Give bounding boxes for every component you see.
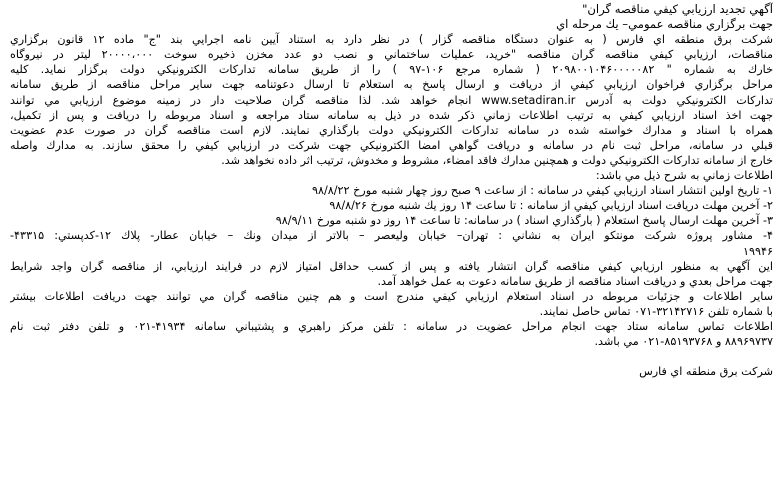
closing-line: ۸۸۹۶۹۷۳۷ و ۸۵۱۹۳۷۶۸-۰۲۱ مي باشد. [594,335,773,349]
notice-subheading: جهت برگزاري مناقصه عمومي– يك مرحله اي [556,17,773,32]
notice-heading: آگهي تجديد ارزيابي کيفي مناقصه گران" [582,2,773,16]
body-line: خارج از سامانه تداركات الكترونيكي دولت و همچنين مدارك فاقد امضاء، مشروط و مخدوش، ترتيب اثر داده نخواهد شد. [221,153,773,167]
closing-line: اطلاعات تماس سامانه ستاد جهت انجام مراحل عضويت در سامانه : تلفن مركز راهبري و پشتيباني سامانه ۴۱۹۳۴-۰۲۱ و تلفن دفتر ثبت نام [10,319,773,333]
list-item: ۳- آخرين مهلت ارسال پاسخ استعلام ( بارگذاري اسناد ) در سامانه: تا ساعت ۱۴ روز دو شنبه مورخ ۹۸/۹/۱۱ [275,214,773,228]
list-item-continued: ۱۹۹۴۶ [742,244,773,258]
closing-line: جهت مراحل بعدي و دريافت اسناد مناقصه از طريق سامانه دعوت به عمل خواهد آمد. [377,274,773,288]
closing-text [10,259,773,350]
notice-body [10,32,773,168]
list-item: ۴- مشاور پروژه شركت مونتكو ايران به نشاني : تهران– خيابان وليعصر – بالاتر از ميدان ونك – خيابان عطار- پلاك ۱۲-كدپستي: ۴۳۳۱۵- [10,229,773,243]
list-item: ۱- تاريخ اولين انتشار اسناد ارزيابي كيفي در سامانه : از ساعت ۹ صبح روز چهار شنبه مورخ ۹۸/۸/۲۲ [311,184,773,198]
body-line: شرکت برق منطقه اي فارس ( به عنوان دستگاه مناقصه گزار ) در نظر دارد به استناد آيين نامه اجرايي بند "ج" ماده ۱۲ قانون برگزاري [10,33,773,47]
closing-line: با شماره تلفن ۳۲۱۴۲۷۱۶-۰۷۱ تماس حاصل نمايند. [539,304,773,318]
body-line: جهت اخذ اسناد ارزيابي كيفي به ترتيب اطلاعات زماني ذكر شده در ذيل به سامانه ستاد مراجعه و اسناد مربوطه را دريافت و پس از تكميل، [10,108,773,122]
closing-line: ساير اطلاعات و جزئيات مربوطه در اسناد استعلام ارزيابي كيفي مندرج است و هم چنين مناقصه گران مي توانند جهت دريافت اطلاعات بيشتر [10,289,773,303]
body-line: همراه با اسناد و مدارك خواسته شده در سامانه تداركات الكترونيكي دولت بارگذاري نمايند. لازم است مناقصه گران در صورت عدم عضويت [10,123,773,137]
body-line: تداركات الكترونيكي دولت به آدرس www.setadiran.ir انجام خواهد شد. لذا مناقصه گران صلاحيت دار در زمينه موضوع ارزيابي مي توانند [10,93,773,107]
body-line: قبلي در سامانه، مراحل ثبت نام در سامانه و دريافت گواهي امضا الكترونيكي جهت شركت در ارزيابي كيفي را محقق سازند. به مدارك واصله [10,138,773,152]
body-line: مناقصات، ارزيابي کيفي مناقصه گران مناقصه "خريد، عمليات ساختماني و نصب دو عدد مخزن ذخيره سوخت ۲۰۰۰۰،۰۰۰ ليتر در نيروگاه [10,48,773,62]
timing-intro: اطلاعات زماني به شرح ذيل مي باشد: [595,169,773,183]
list-item: ۲- آخرين مهلت دريافت اسناد ارزيابي كيفي از سامانه : تا ساعت ۱۴ روز يك شنبه مورخ ۹۸/۸/۲۶ [329,199,773,213]
signature: شركت برق منطقه اي فارس [639,365,773,379]
body-line: خارك به شماره " ۲۰۹۸۰۰۱۰۴۶۰۰۰۰۰۸۲ ( شماره مرجع ۱۰۶-۹۷ ) را از طريق سامانه تداركات الكترونيكي دولت برگزار نمايد. كليه [10,63,773,77]
spacer [10,349,773,364]
closing-line: اين آگهي به منظور ارزيابي كيفي مناقصه گران انتشار يافته و پس از كسب حداقل امتياز لازم در فرايند ارزيابي، از مناقصه گران واجد شرايط [10,259,773,273]
body-line: مراحل برگزاري فراخوان ارزيابي كيفي از دريافت و ارسال پاسخ به استعلام تا ارسال دعوتنامه جهت ساير مراحل مناقصه از طريق سامانه [10,78,773,92]
timing-list [10,183,773,258]
